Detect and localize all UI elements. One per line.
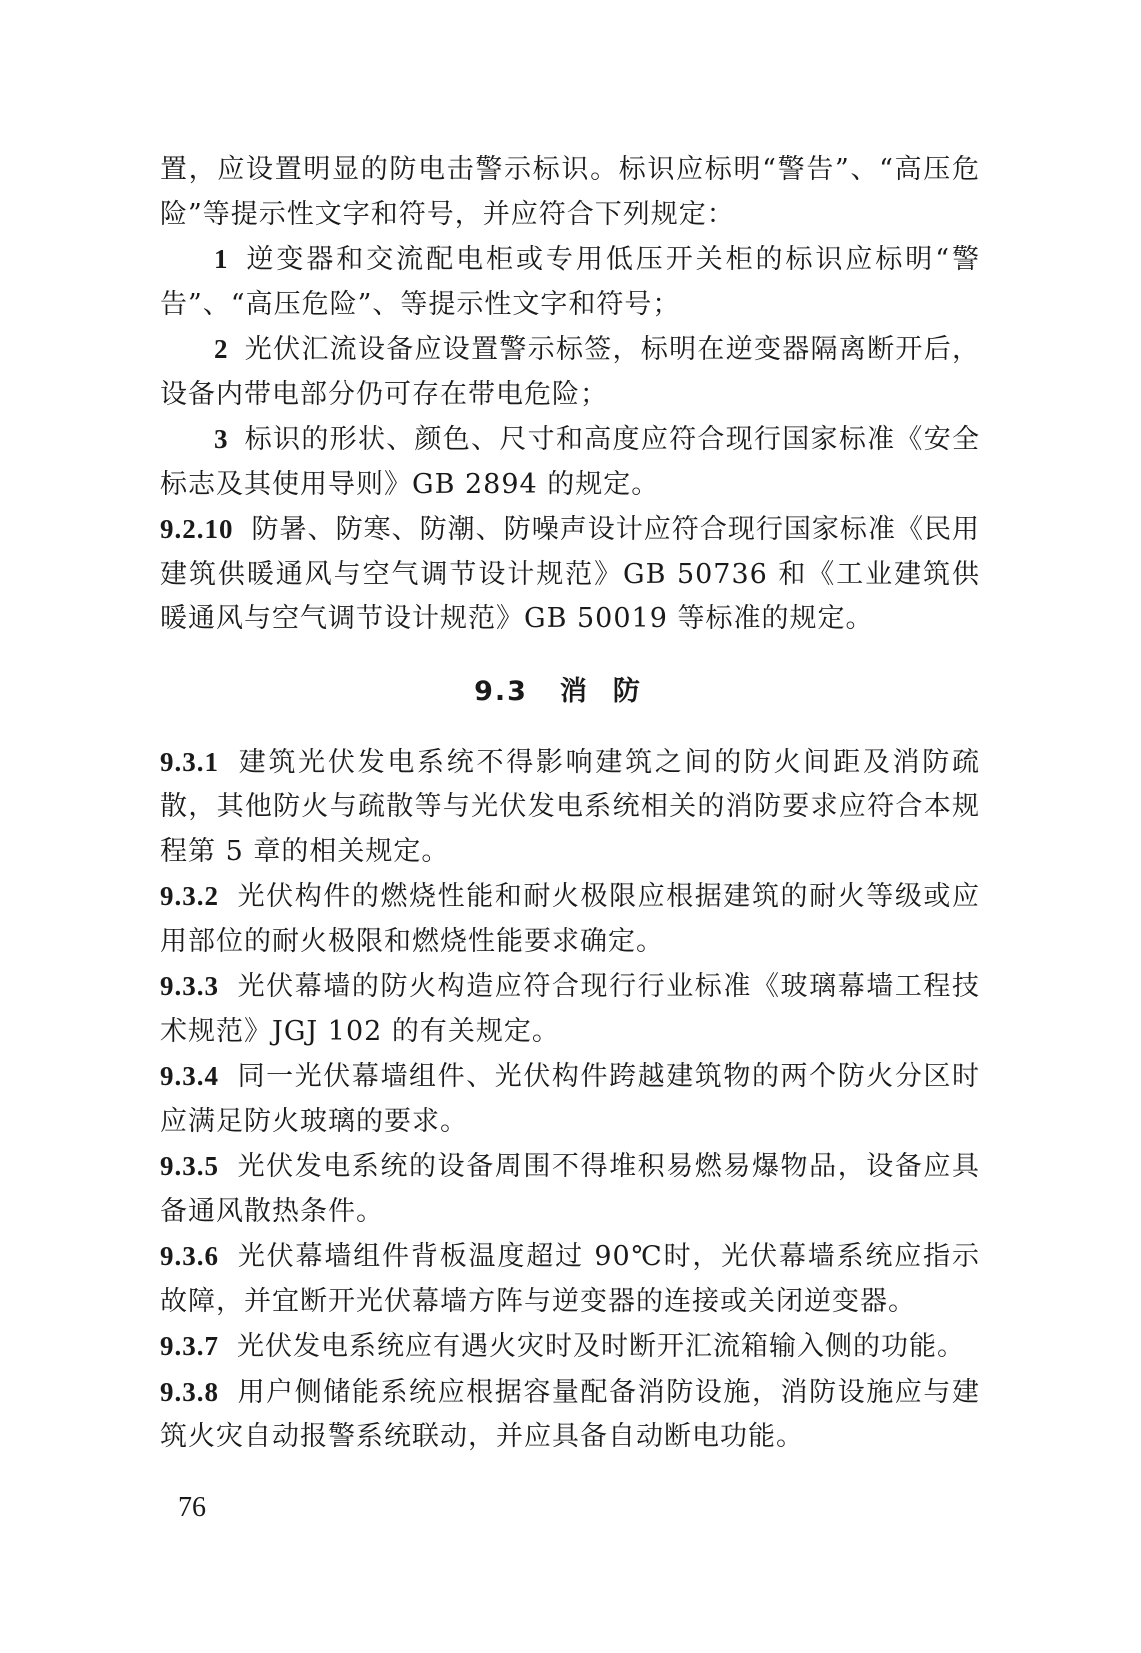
clause-text: 光伏幕墙的防火构造应符合现行行业标准《玻璃幕墙工程技术规范》JGJ 102 的有关规定。 bbox=[160, 971, 980, 1047]
clause-number: 9.3.5 bbox=[160, 1151, 219, 1181]
clause-text: 同一光伏幕墙组件、光伏构件跨越建筑物的两个防火分区时应满足防火玻璃的要求。 bbox=[160, 1061, 980, 1137]
clause-number: 9.3.3 bbox=[160, 971, 219, 1001]
clause-number: 9.3.1 bbox=[160, 746, 219, 777]
clause-text: 光伏构件的燃烧性能和耐火极限应根据建筑的耐火等级或应用部位的耐火极限和燃烧性能要求确定。 bbox=[160, 881, 980, 957]
clause-number: 9.3.2 bbox=[160, 881, 219, 911]
document-page bbox=[160, 148, 980, 1460]
intro-text: 置，应设置明显的防电击警示标识。标识应标明“警告”、“高压危险”等提示性文字和符号，并应符合下列规定： bbox=[160, 154, 980, 230]
section-title: 消防 bbox=[559, 675, 666, 707]
list-item-text: 逆变器和交流配电柜或专用低压开关柜的标识应标明“警告”、“高压危险”、等提示性文字和符号； bbox=[160, 244, 980, 320]
clause-9-3-2 bbox=[160, 874, 980, 964]
section-heading bbox=[160, 670, 980, 714]
list-item-text: 标识的形状、颜色、尺寸和高度应符合现行国家标准《安全标志及其使用导则》GB 2894 的规定。 bbox=[160, 424, 980, 500]
clause-text: 光伏发电系统的设备周围不得堆积易燃易爆物品，设备应具备通风散热条件。 bbox=[160, 1151, 980, 1227]
list-item-text: 光伏汇流设备应设置警示标签，标明在逆变器隔离断开后，设备内带电部分仍可存在带电危险； bbox=[160, 334, 980, 410]
page-number: 76 bbox=[178, 1492, 206, 1523]
list-item-number: 3 bbox=[214, 424, 229, 454]
clause-9-3-8 bbox=[160, 1370, 980, 1460]
list-item bbox=[160, 327, 980, 417]
clause-number: 9.3.8 bbox=[160, 1376, 219, 1407]
clause-number: 9.3.7 bbox=[160, 1331, 219, 1361]
list-item bbox=[160, 417, 980, 507]
clause-text: 光伏发电系统应有遇火灾时及时断开汇流箱输入侧的功能。 bbox=[237, 1331, 965, 1362]
clause-9-3-5 bbox=[160, 1144, 980, 1234]
clause-text: 光伏幕墙组件背板温度超过 90℃时，光伏幕墙系统应指示故障，并宜断开光伏幕墙方阵与逆变器的连接或关闭逆变器。 bbox=[160, 1241, 980, 1317]
intro-paragraph bbox=[160, 148, 980, 237]
clause-9-3-4 bbox=[160, 1054, 980, 1144]
list-item-number: 2 bbox=[214, 334, 229, 364]
clause-9-3-6 bbox=[160, 1234, 980, 1324]
list-item-number: 1 bbox=[214, 244, 229, 274]
clause-text: 用户侧储能系统应根据容量配备消防设施，消防设施应与建筑火灾自动报警系统联动，并应具备自动断电功能。 bbox=[160, 1376, 980, 1452]
clause-number: 9.3.4 bbox=[160, 1061, 219, 1091]
clause-text: 建筑光伏发电系统不得影响建筑之间的防火间距及消防疏散，其他防火与疏散等与光伏发电系统相关的消防要求应符合本规程第 5 章的相关规定。 bbox=[160, 746, 980, 867]
clause-9-2-10 bbox=[160, 507, 980, 642]
clause-number: 9.3.6 bbox=[160, 1241, 219, 1271]
list-item bbox=[160, 237, 980, 327]
clause-text: 防暑、防寒、防潮、防噪声设计应符合现行国家标准《民用建筑供暖通风与空气调节设计规范》GB 50736 和《工业建筑供暖通风与空气调节设计规范》GB 50019 等标准的规定。 bbox=[160, 514, 980, 634]
clause-number: 9.2.10 bbox=[160, 514, 234, 544]
clause-9-3-1 bbox=[160, 740, 980, 875]
section-number: 9.3 bbox=[474, 675, 528, 707]
clause-9-3-3 bbox=[160, 964, 980, 1054]
clause-9-3-7 bbox=[160, 1324, 980, 1370]
